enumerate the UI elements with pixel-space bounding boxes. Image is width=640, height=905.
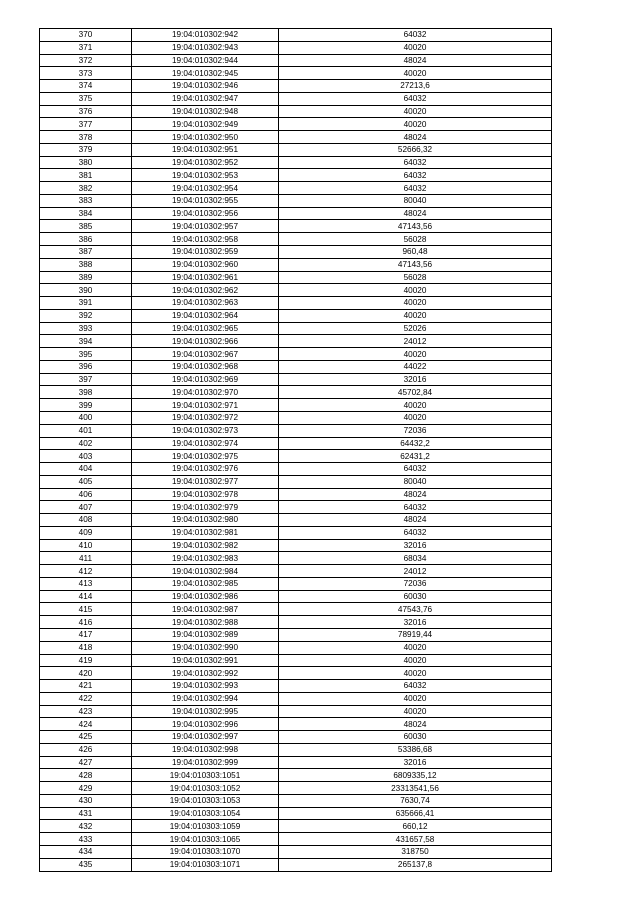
table-row	[40, 386, 552, 399]
cadastral-number-cell: 19:04:010303:1052	[132, 782, 279, 795]
cadastral-number-cell: 19:04:010302:983	[132, 552, 279, 565]
cadastral-number-cell: 19:04:010302:960	[132, 258, 279, 271]
table-row	[40, 463, 552, 476]
value-cell: 32016	[279, 539, 552, 552]
table-row	[40, 182, 552, 195]
row-number-cell: 395	[40, 348, 132, 361]
value-cell: 24012	[279, 565, 552, 578]
cadastral-number-cell: 19:04:010302:985	[132, 577, 279, 590]
value-cell: 40020	[279, 41, 552, 54]
value-cell: 40020	[279, 105, 552, 118]
cadastral-number-cell: 19:04:010302:973	[132, 424, 279, 437]
row-number-cell: 403	[40, 450, 132, 463]
table-row	[40, 424, 552, 437]
value-cell: 32016	[279, 373, 552, 386]
cadastral-number-cell: 19:04:010302:990	[132, 641, 279, 654]
table-row	[40, 577, 552, 590]
cadastral-number-cell: 19:04:010302:977	[132, 475, 279, 488]
value-cell: 60030	[279, 731, 552, 744]
row-number-cell: 422	[40, 692, 132, 705]
row-number-cell: 412	[40, 565, 132, 578]
row-number-cell: 384	[40, 207, 132, 220]
table-row	[40, 794, 552, 807]
table-row	[40, 169, 552, 182]
value-cell: 60030	[279, 590, 552, 603]
cadastral-number-cell: 19:04:010302:955	[132, 194, 279, 207]
cadastral-number-cell: 19:04:010302:943	[132, 41, 279, 54]
cadastral-number-cell: 19:04:010302:976	[132, 463, 279, 476]
value-cell: 47143,56	[279, 220, 552, 233]
row-number-cell: 381	[40, 169, 132, 182]
cadastral-number-cell: 19:04:010302:969	[132, 373, 279, 386]
table-row	[40, 105, 552, 118]
table-row	[40, 731, 552, 744]
cadastral-number-cell: 19:04:010302:978	[132, 488, 279, 501]
row-number-cell: 432	[40, 820, 132, 833]
row-number-cell: 410	[40, 539, 132, 552]
table-row	[40, 322, 552, 335]
row-number-cell: 398	[40, 386, 132, 399]
row-number-cell: 402	[40, 437, 132, 450]
table-row	[40, 680, 552, 693]
row-number-cell: 374	[40, 80, 132, 93]
value-cell: 40020	[279, 411, 552, 424]
table-row	[40, 692, 552, 705]
row-number-cell: 382	[40, 182, 132, 195]
table-row	[40, 233, 552, 246]
table-row	[40, 450, 552, 463]
row-number-cell: 370	[40, 29, 132, 42]
row-number-cell: 400	[40, 411, 132, 424]
value-cell: 47543,76	[279, 603, 552, 616]
value-cell: 40020	[279, 348, 552, 361]
value-cell: 64032	[279, 29, 552, 42]
row-number-cell: 415	[40, 603, 132, 616]
cadastral-number-cell: 19:04:010302:997	[132, 731, 279, 744]
value-cell: 6809335,12	[279, 769, 552, 782]
value-cell: 64432,2	[279, 437, 552, 450]
value-cell: 431657,58	[279, 833, 552, 846]
cadastral-number-cell: 19:04:010303:1059	[132, 820, 279, 833]
cadastral-number-cell: 19:04:010303:1054	[132, 807, 279, 820]
cadastral-number-cell: 19:04:010302:991	[132, 654, 279, 667]
cadastral-number-cell: 19:04:010302:964	[132, 309, 279, 322]
table-row	[40, 309, 552, 322]
table-row	[40, 488, 552, 501]
value-cell: 48024	[279, 514, 552, 527]
row-number-cell: 391	[40, 297, 132, 310]
value-cell: 48024	[279, 488, 552, 501]
cadastral-number-cell: 19:04:010302:968	[132, 360, 279, 373]
row-number-cell: 419	[40, 654, 132, 667]
cadastral-number-cell: 19:04:010302:998	[132, 743, 279, 756]
row-number-cell: 420	[40, 667, 132, 680]
cadastral-number-cell: 19:04:010302:950	[132, 131, 279, 144]
value-cell: 27213,6	[279, 80, 552, 93]
row-number-cell: 414	[40, 590, 132, 603]
row-number-cell: 405	[40, 475, 132, 488]
cadastral-number-cell: 19:04:010302:944	[132, 54, 279, 67]
cadastral-number-cell: 19:04:010302:954	[132, 182, 279, 195]
value-cell: 56028	[279, 233, 552, 246]
value-cell: 32016	[279, 616, 552, 629]
value-cell: 64032	[279, 169, 552, 182]
row-number-cell: 427	[40, 756, 132, 769]
value-cell: 7630,74	[279, 794, 552, 807]
table-row	[40, 143, 552, 156]
row-number-cell: 409	[40, 526, 132, 539]
value-cell: 635666,41	[279, 807, 552, 820]
row-number-cell: 371	[40, 41, 132, 54]
row-number-cell: 388	[40, 258, 132, 271]
row-number-cell: 373	[40, 67, 132, 80]
cadastral-number-cell: 19:04:010302:962	[132, 284, 279, 297]
row-number-cell: 430	[40, 794, 132, 807]
cadastral-value-table	[39, 28, 552, 872]
row-number-cell: 383	[40, 194, 132, 207]
value-cell: 68034	[279, 552, 552, 565]
value-cell: 48024	[279, 131, 552, 144]
cadastral-number-cell: 19:04:010302:972	[132, 411, 279, 424]
cadastral-number-cell: 19:04:010302:988	[132, 616, 279, 629]
row-number-cell: 431	[40, 807, 132, 820]
row-number-cell: 390	[40, 284, 132, 297]
value-cell: 40020	[279, 641, 552, 654]
cadastral-number-cell: 19:04:010302:996	[132, 718, 279, 731]
value-cell: 64032	[279, 680, 552, 693]
table-row	[40, 118, 552, 131]
row-number-cell: 380	[40, 156, 132, 169]
table-row	[40, 475, 552, 488]
table-row	[40, 539, 552, 552]
table-row	[40, 603, 552, 616]
cadastral-number-cell: 19:04:010302:965	[132, 322, 279, 335]
cadastral-number-cell: 19:04:010302:963	[132, 297, 279, 310]
table-row	[40, 833, 552, 846]
value-cell: 48024	[279, 54, 552, 67]
value-cell: 56028	[279, 271, 552, 284]
value-cell: 960,48	[279, 246, 552, 259]
table-row	[40, 54, 552, 67]
table-row	[40, 399, 552, 412]
cadastral-number-cell: 19:04:010302:974	[132, 437, 279, 450]
row-number-cell: 418	[40, 641, 132, 654]
row-number-cell: 429	[40, 782, 132, 795]
table-row	[40, 411, 552, 424]
row-number-cell: 377	[40, 118, 132, 131]
table-row	[40, 373, 552, 386]
value-cell: 80040	[279, 194, 552, 207]
value-cell: 318750	[279, 846, 552, 859]
table-row	[40, 92, 552, 105]
cadastral-number-cell: 19:04:010302:970	[132, 386, 279, 399]
value-cell: 72036	[279, 577, 552, 590]
cadastral-number-cell: 19:04:010302:942	[132, 29, 279, 42]
value-cell: 660,12	[279, 820, 552, 833]
row-number-cell: 389	[40, 271, 132, 284]
cadastral-number-cell: 19:04:010302:947	[132, 92, 279, 105]
table-row	[40, 156, 552, 169]
value-cell: 44022	[279, 360, 552, 373]
value-cell: 40020	[279, 284, 552, 297]
table-row	[40, 654, 552, 667]
value-cell: 23313541,56	[279, 782, 552, 795]
row-number-cell: 424	[40, 718, 132, 731]
value-cell: 40020	[279, 667, 552, 680]
table-row	[40, 194, 552, 207]
table-row	[40, 590, 552, 603]
row-number-cell: 401	[40, 424, 132, 437]
cadastral-number-cell: 19:04:010302:980	[132, 514, 279, 527]
value-cell: 265137,8	[279, 858, 552, 871]
cadastral-number-cell: 19:04:010302:957	[132, 220, 279, 233]
table-row	[40, 335, 552, 348]
row-number-cell: 378	[40, 131, 132, 144]
value-cell: 40020	[279, 67, 552, 80]
cadastral-number-cell: 19:04:010302:953	[132, 169, 279, 182]
table-row	[40, 501, 552, 514]
row-number-cell: 407	[40, 501, 132, 514]
cadastral-number-cell: 19:04:010302:984	[132, 565, 279, 578]
table-row	[40, 807, 552, 820]
row-number-cell: 397	[40, 373, 132, 386]
row-number-cell: 408	[40, 514, 132, 527]
table-row	[40, 858, 552, 871]
row-number-cell: 428	[40, 769, 132, 782]
cadastral-number-cell: 19:04:010302:989	[132, 628, 279, 641]
cadastral-number-cell: 19:04:010302:951	[132, 143, 279, 156]
table-row	[40, 667, 552, 680]
value-cell: 72036	[279, 424, 552, 437]
table-row	[40, 207, 552, 220]
row-number-cell: 417	[40, 628, 132, 641]
table-row	[40, 782, 552, 795]
value-cell: 48024	[279, 207, 552, 220]
table-row	[40, 552, 552, 565]
table-row	[40, 743, 552, 756]
cadastral-number-cell: 19:04:010302:971	[132, 399, 279, 412]
value-cell: 80040	[279, 475, 552, 488]
cadastral-number-cell: 19:04:010302:995	[132, 705, 279, 718]
cadastral-number-cell: 19:04:010302:992	[132, 667, 279, 680]
row-number-cell: 393	[40, 322, 132, 335]
cadastral-number-cell: 19:04:010302:958	[132, 233, 279, 246]
cadastral-number-cell: 19:04:010302:952	[132, 156, 279, 169]
table-row	[40, 258, 552, 271]
cadastral-number-cell: 19:04:010303:1051	[132, 769, 279, 782]
cadastral-number-cell: 19:04:010302:948	[132, 105, 279, 118]
row-number-cell: 434	[40, 846, 132, 859]
cadastral-number-cell: 19:04:010302:982	[132, 539, 279, 552]
table-row	[40, 297, 552, 310]
row-number-cell: 426	[40, 743, 132, 756]
row-number-cell: 433	[40, 833, 132, 846]
table-row	[40, 80, 552, 93]
value-cell: 64032	[279, 463, 552, 476]
value-cell: 32016	[279, 756, 552, 769]
row-number-cell: 372	[40, 54, 132, 67]
cadastral-number-cell: 19:04:010302:956	[132, 207, 279, 220]
cadastral-number-cell: 19:04:010303:1071	[132, 858, 279, 871]
row-number-cell: 386	[40, 233, 132, 246]
table-row	[40, 29, 552, 42]
table-row	[40, 565, 552, 578]
value-cell: 52026	[279, 322, 552, 335]
cadastral-number-cell: 19:04:010302:981	[132, 526, 279, 539]
row-number-cell: 394	[40, 335, 132, 348]
table-row	[40, 705, 552, 718]
cadastral-number-cell: 19:04:010302:945	[132, 67, 279, 80]
value-cell: 47143,56	[279, 258, 552, 271]
cadastral-number-cell: 19:04:010303:1070	[132, 846, 279, 859]
table-row	[40, 41, 552, 54]
value-cell: 45702,84	[279, 386, 552, 399]
table-row	[40, 756, 552, 769]
value-cell: 64032	[279, 526, 552, 539]
value-cell: 48024	[279, 718, 552, 731]
cadastral-number-cell: 19:04:010302:999	[132, 756, 279, 769]
row-number-cell: 385	[40, 220, 132, 233]
cadastral-number-cell: 19:04:010302:979	[132, 501, 279, 514]
cadastral-number-cell: 19:04:010302:975	[132, 450, 279, 463]
cadastral-number-cell: 19:04:010302:966	[132, 335, 279, 348]
row-number-cell: 375	[40, 92, 132, 105]
value-cell: 62431,2	[279, 450, 552, 463]
value-cell: 40020	[279, 309, 552, 322]
cadastral-number-cell: 19:04:010302:994	[132, 692, 279, 705]
row-number-cell: 406	[40, 488, 132, 501]
table-row	[40, 628, 552, 641]
table-row	[40, 220, 552, 233]
value-cell: 64032	[279, 501, 552, 514]
value-cell: 64032	[279, 92, 552, 105]
row-number-cell: 392	[40, 309, 132, 322]
table-row	[40, 718, 552, 731]
cadastral-number-cell: 19:04:010302:987	[132, 603, 279, 616]
cadastral-number-cell: 19:04:010302:967	[132, 348, 279, 361]
table-row	[40, 514, 552, 527]
value-cell: 64032	[279, 182, 552, 195]
table-row	[40, 820, 552, 833]
value-cell: 78919,44	[279, 628, 552, 641]
table-row	[40, 526, 552, 539]
row-number-cell: 435	[40, 858, 132, 871]
value-cell: 40020	[279, 705, 552, 718]
table-body	[40, 29, 552, 872]
value-cell: 40020	[279, 654, 552, 667]
cadastral-number-cell: 19:04:010302:946	[132, 80, 279, 93]
table-row	[40, 67, 552, 80]
table-row	[40, 271, 552, 284]
value-cell: 24012	[279, 335, 552, 348]
value-cell: 40020	[279, 118, 552, 131]
row-number-cell: 379	[40, 143, 132, 156]
cadastral-number-cell: 19:04:010303:1053	[132, 794, 279, 807]
table-row	[40, 769, 552, 782]
row-number-cell: 411	[40, 552, 132, 565]
cadastral-number-cell: 19:04:010302:993	[132, 680, 279, 693]
table-row	[40, 437, 552, 450]
cadastral-number-cell: 19:04:010302:961	[132, 271, 279, 284]
table-row	[40, 246, 552, 259]
value-cell: 53386,68	[279, 743, 552, 756]
cadastral-number-cell: 19:04:010302:959	[132, 246, 279, 259]
row-number-cell: 423	[40, 705, 132, 718]
row-number-cell: 387	[40, 246, 132, 259]
row-number-cell: 413	[40, 577, 132, 590]
value-cell: 64032	[279, 156, 552, 169]
row-number-cell: 416	[40, 616, 132, 629]
cadastral-number-cell: 19:04:010302:986	[132, 590, 279, 603]
value-cell: 40020	[279, 399, 552, 412]
table-row	[40, 641, 552, 654]
value-cell: 40020	[279, 692, 552, 705]
table-row	[40, 284, 552, 297]
table-row	[40, 616, 552, 629]
table-row	[40, 360, 552, 373]
table-row	[40, 348, 552, 361]
row-number-cell: 421	[40, 680, 132, 693]
row-number-cell: 404	[40, 463, 132, 476]
row-number-cell: 425	[40, 731, 132, 744]
row-number-cell: 376	[40, 105, 132, 118]
row-number-cell: 396	[40, 360, 132, 373]
table-row	[40, 846, 552, 859]
value-cell: 52666,32	[279, 143, 552, 156]
table-row	[40, 131, 552, 144]
cadastral-number-cell: 19:04:010303:1065	[132, 833, 279, 846]
cadastral-number-cell: 19:04:010302:949	[132, 118, 279, 131]
row-number-cell: 399	[40, 399, 132, 412]
value-cell: 40020	[279, 297, 552, 310]
